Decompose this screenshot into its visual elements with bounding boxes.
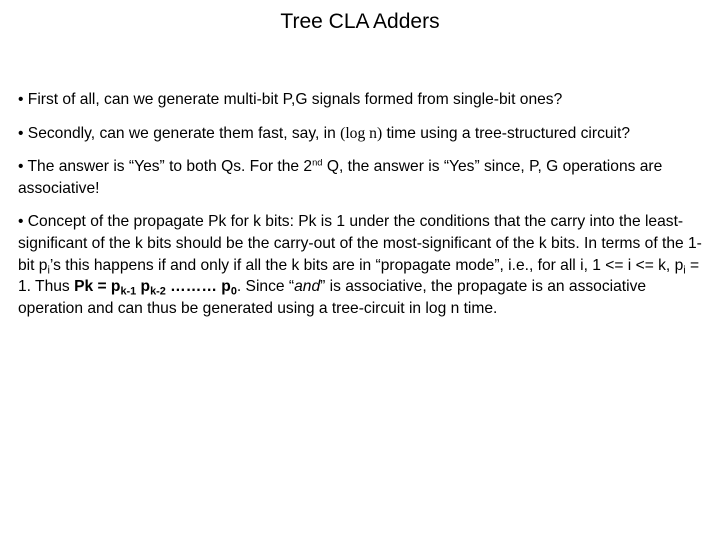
formula-subscript-3: 0 [230, 285, 237, 298]
formula-subscript-1: k-1 [120, 285, 137, 298]
bullet-4-text-a: • Concept of the propagate Pk for k bits: Pk is 1 under the conditions that the carry into the least-significant of the k bits should be the carry-out of the most-significant of the k bits. In terms of the 1-bit p [18, 213, 702, 274]
bullet-3-superscript: nd [312, 157, 323, 168]
formula-part-3: ……… p [165, 278, 231, 296]
bullet-2-text-c: time using a tree-structured circuit? [382, 124, 631, 142]
bullet-4-subscript-i-1: i [47, 263, 50, 276]
formula-part-2: p [136, 278, 151, 296]
bullet-4-and-italic: and [294, 278, 321, 296]
slide-content [18, 89, 702, 319]
bullet-4-text-d: . Since “ [236, 278, 295, 296]
bullet-4-text-e: ” is associative, the propagate is an associative operation and can thus be generated using a tree-circuit in log n time. [18, 278, 647, 317]
bullet-3-text-b: Q, the answer is “Yes” since, P, G operations are associative! [18, 158, 663, 197]
bullet-1-text: • First of all, can we generate multi-bit P,G signals formed from single-bit ones? [18, 91, 563, 108]
bullet-paragraph-4 [18, 211, 702, 319]
bullet-3-text-a: • The answer is “Yes” to both Qs. For the 2 [18, 158, 313, 176]
bullet-2-text-a: • Secondly, can we generate them fast, say, in [18, 124, 341, 142]
bullet-4-text-b: ’s this happens if and only if all the k bits are in “propagate mode”, i.e., for all i, 1 <= i <= k, p [49, 256, 684, 274]
formula-part-1: Pk = p [74, 278, 121, 296]
bullet-4-subscript-i-2: i [683, 263, 686, 276]
slide-title: Tree CLA Adders [280, 10, 440, 33]
bullet-4-formula [74, 278, 237, 298]
bullet-paragraph-1 [18, 89, 702, 111]
bullet-paragraph-2 [18, 123, 702, 145]
bullet-2-log-n: (log n) [340, 124, 383, 142]
bullet-4-text-c: = 1. Thus [18, 256, 700, 296]
formula-subscript-2: k-2 [150, 285, 166, 298]
bullet-paragraph-3 [18, 156, 702, 199]
